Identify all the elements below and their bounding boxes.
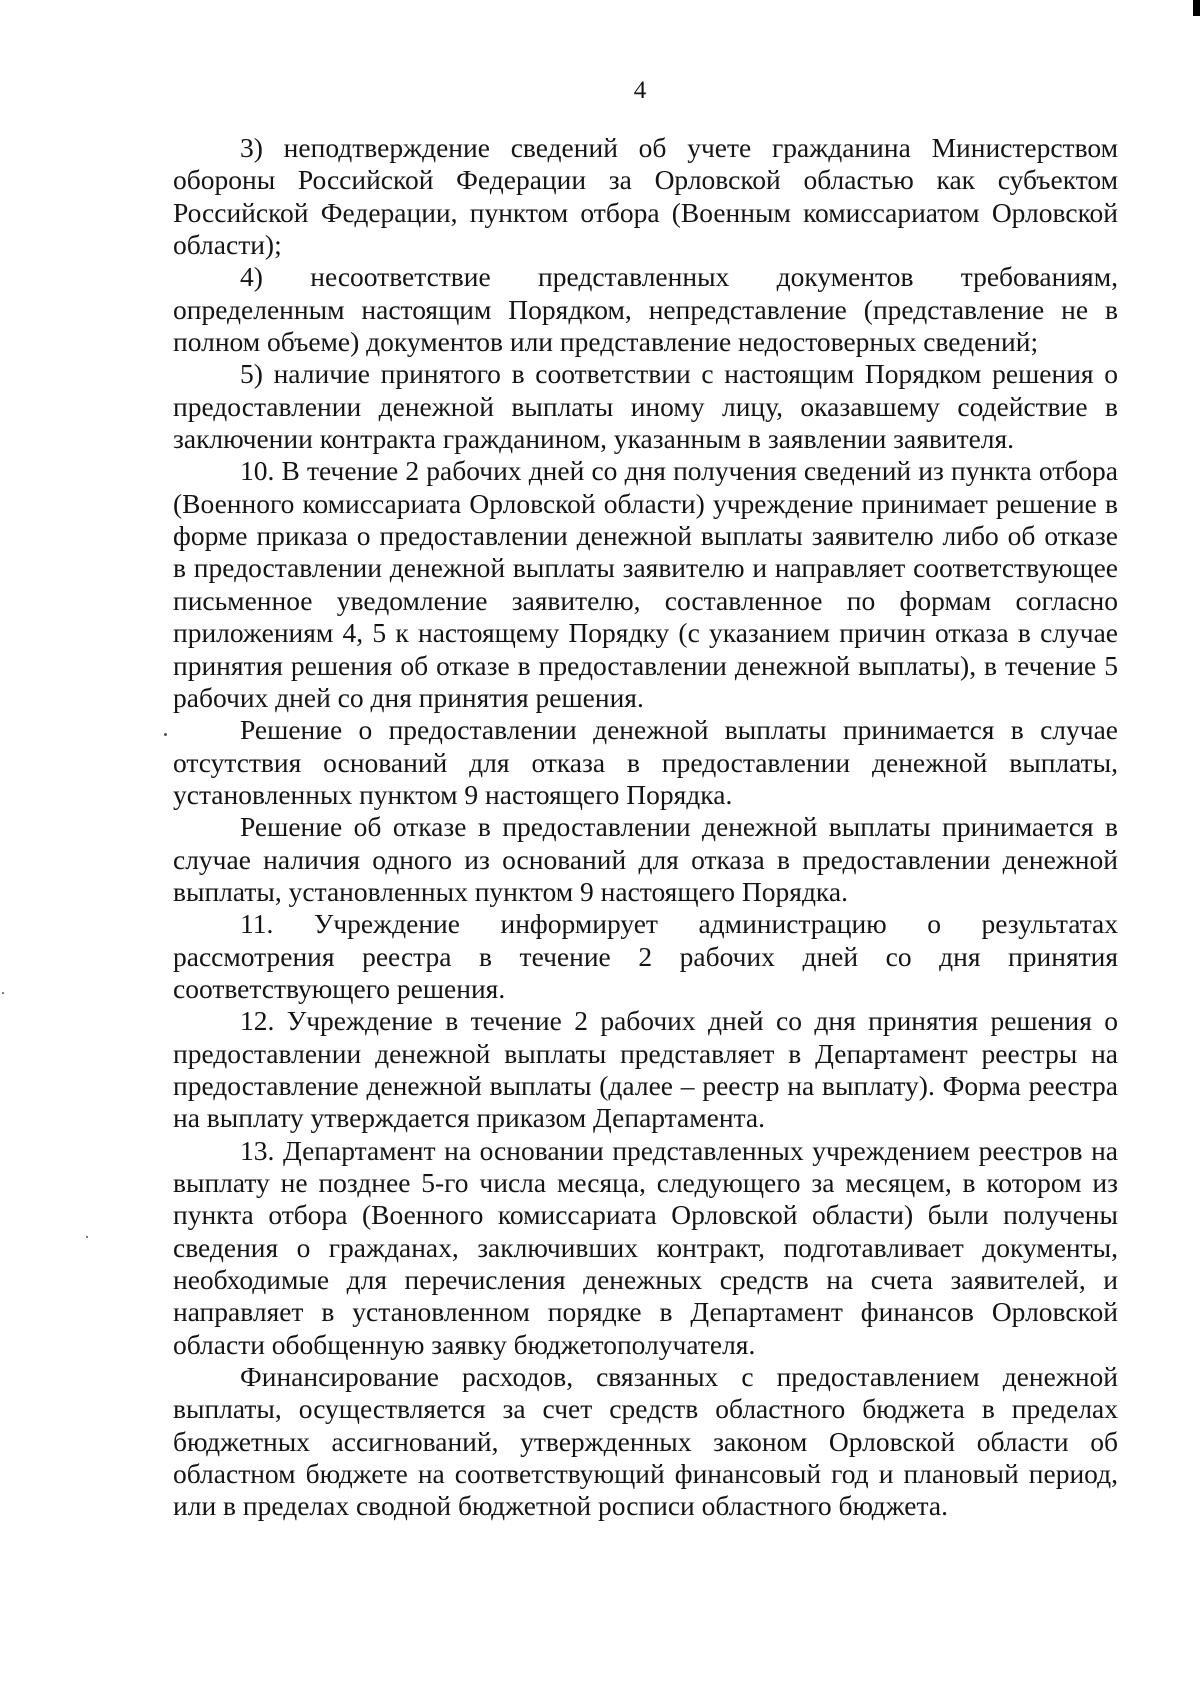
scan-speck	[2, 992, 4, 994]
scan-speck	[86, 1236, 88, 1238]
paragraph-decision-refusal: Решение об отказе в предоставлении денежной выплаты принимается в случае наличия одного из оснований для отказа в предоставлении денежной выплаты, установленных пунктом 9 настоящего Порядка.	[173, 811, 1118, 907]
scan-speck	[164, 733, 167, 736]
paragraph-item-4: 4) несоответствие представленных документов требованиям, определенным настоящим Порядком, непредставление (представление не в полном объеме) документов или представление недостоверных сведений;	[173, 261, 1118, 358]
scan-edge-mark	[1193, 0, 1200, 16]
page-number: 4	[633, 77, 647, 104]
document-body	[173, 132, 1118, 1523]
paragraph-clause-10: 10. В течение 2 рабочих дней со дня получения сведений из пункта отбора (Военного комиссариата Орловской области) учреждение принимает решение в форме приказа о предоставлении денежной выплаты заявителю либо об отказе в предоставлении денежной выплаты заявителю и направляет соответствующее письменное уведомление заявителю, составленное по формам согласно приложениям 4, 5 к настоящему Порядку (с указанием причин отказа в случае принятия решения об отказе в предоставлении денежной выплаты), в течение 5 рабочих дней со дня принятия решения.	[173, 455, 1118, 713]
paragraph-financing: Финансирование расходов, связанных с предоставлением денежной выплаты, осуществляется за счет средств областного бюджета в пределах бюджетных ассигнований, утвержденных законом Орловской области об областном бюджете на соответствующий финансовый год и плановый период, или в пределах сводной бюджетной росписи областного бюджета.	[173, 1361, 1118, 1522]
paragraph-item-5: 5) наличие принятого в соответствии с настоящим Порядком решения о предоставлении денежной выплаты иному лицу, оказавшему содействие в заключении контракта гражданином, указанным в заявлении заявителя.	[173, 358, 1118, 455]
paragraph-decision-grant: Решение о предоставлении денежной выплаты принимается в случае отсутствия оснований для отказа в предоставлении денежной выплаты, установленных пунктом 9 настоящего Порядка.	[173, 714, 1118, 810]
paragraph-clause-13: 13. Департамент на основании представленных учреждением реестров на выплату не позднее 5-го числа месяца, следующего за месяцем, в котором из пункта отбора (Военного комиссариата Орловской области) были получены сведения о гражданах, заключивших контракт, подготавливает документы, необходимые для перечисления денежных средств на счета заявителей, и направляет в установленном порядке в Департамент финансов Орловской области обобщенную заявку бюджетополучателя.	[173, 1134, 1118, 1360]
paragraph-clause-12: 12. Учреждение в течение 2 рабочих дней со дня принятия решения о предоставлении денежной выплаты представляет в Департамент реестры на предоставление денежной выплаты (далее – реестр на выплату). Форма реестра на выплату утверждается приказом Департамента.	[173, 1005, 1118, 1134]
paragraph-item-3: 3) неподтверждение сведений об учете гражданина Министерством обороны Российской Федерации за Орловской областью как субъектом Российской Федерации, пунктом отбора (Военным комиссариатом Орловской области);	[173, 132, 1118, 261]
paragraph-clause-11: 11. Учреждение информирует администрацию о результатах рассмотрения реестра в течение 2 рабочих дней со дня принятия соответствующего решения.	[173, 908, 1118, 1004]
